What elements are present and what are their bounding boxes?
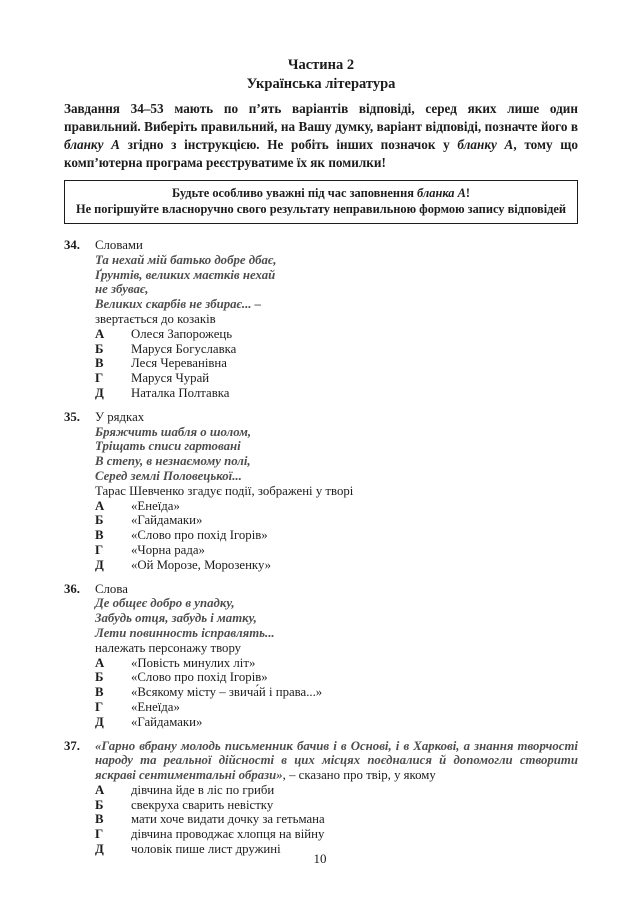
verse-line: В степу, в незнаємому полі, [95,454,251,469]
option-letter: Б [95,670,104,685]
option-row [95,812,578,827]
option-letter: Д [95,842,104,857]
option-row [95,783,578,798]
prose-quote: «Гарно вбрану молодь письменник бачив і в Основі, і в Харкові, а знання творчості народу та реальної дійсності в цих місцях поєдналися й допомогли створити яскраві сентиментальні образи» [95,738,578,783]
blank-a-reference: бланка А [417,186,466,200]
instructions-text: згідно з інструкцією. Не робіть інших позначок у [119,137,458,152]
option-row [95,513,578,528]
question-34 [64,238,578,401]
question-tail: належать персонажу твору [95,640,242,655]
option-row [95,386,578,401]
part-title: Частина 2 [287,57,355,73]
question-lead: У рядках [95,409,145,424]
question-35 [64,410,578,573]
option-text: «Повість минулих літ» [131,655,256,670]
option-letter: Б [95,513,104,528]
question-lead-tail: , – сказано про твір, у якому [282,768,436,783]
option-letter: А [95,782,105,797]
verse-quote [95,253,578,312]
verse-line: Та нехай мій батько добре дбає, [95,252,277,267]
option-letter: Д [95,557,104,572]
warning-line-2: Не погіршуйте власноручно свого результату неправильною формою запису відповідей [75,201,567,216]
question-number: 35. [64,409,80,424]
option-text: «Гайдамаки» [131,714,203,729]
option-row [95,715,578,730]
option-text: Наталка Полтавка [131,385,230,400]
option-text: «Чорна рада» [131,542,205,557]
option-row [95,798,578,813]
option-text: «Гайдамаки» [131,513,203,528]
option-row [95,670,578,685]
option-letter: Д [95,714,104,729]
option-letter: А [95,326,105,341]
verse-line: Де общеє добро в упадку, [95,596,235,611]
verse-line: Бряжчить шабля о шолом, [95,424,252,439]
question-number: 36. [64,581,80,596]
option-letter: Г [95,699,104,714]
verse-line: Ґрунтів, великих маєтків нехай [95,267,276,282]
verse-line: не збуває, [95,282,149,297]
question-number: 37. [64,738,80,753]
question-number: 34. [64,238,80,252]
option-row [95,700,578,715]
option-letter: В [95,528,104,543]
warning-text: ! [465,186,470,200]
option-letter: Д [95,385,104,400]
option-text: Олеся Запорожець [131,326,233,341]
option-letter: Б [95,797,104,812]
option-letter: А [95,498,105,513]
option-text: «Енеїда» [131,699,180,714]
option-text: «Слово про похід Ігорів» [131,670,268,685]
blank-a-reference: бланку А [457,137,514,152]
question-lead [95,739,578,783]
warning-text: Будьте особливо уважні під час заповнення [172,186,418,200]
option-letter: А [95,655,105,670]
question-tail: Тарас Шевченко згадує події, зображені у творі [95,483,354,498]
instructions-text: , тому що комп’ютерна програма реєструватиме їх як помилки! [64,137,578,170]
option-row [95,371,578,386]
option-text: «Всякому місту – звича́й і права...» [131,685,323,700]
option-row [95,327,578,342]
option-row [95,558,578,573]
verse-quote [95,596,578,640]
blank-a-reference: бланку А [64,137,120,152]
warning-box [64,180,578,224]
option-text: «Слово про похід Ігорів» [131,528,268,543]
option-text: Леся Череванівна [131,356,227,371]
option-letter: В [95,356,104,371]
option-row [95,656,578,671]
verse-line: Тріщать списи гартовані [95,439,241,454]
question-lead: Словами [95,238,143,252]
question-lead: Слова [95,581,128,596]
option-row [95,685,578,700]
verse-line: Серед землі Половецької... [95,468,242,483]
questions-list [64,238,578,857]
option-row [95,827,578,842]
option-text: дівчина йде в ліс по гриби [131,782,275,797]
question-36 [64,582,578,730]
option-letter: Г [95,827,104,842]
option-letter: В [95,812,104,827]
subject-title: Українська література [246,76,396,92]
option-text: Маруся Чурай [131,371,210,386]
option-letter: В [95,685,104,700]
verse-line: Лети повинность ісправлять... [95,625,275,640]
option-row [95,356,578,371]
option-letter: Г [95,542,104,557]
warning-line-1 [71,186,571,202]
option-text: мати хоче видати дочку за гетьмана [131,812,325,827]
option-text: Маруся Богуславка [131,341,237,356]
option-letter: Г [95,371,104,386]
option-row [95,543,578,558]
page-content [64,56,578,866]
option-text: свекруха сварить невістку [131,797,274,812]
question-37 [64,739,578,857]
option-text: «Енеїда» [131,498,180,513]
question-tail: звертається до козаків [95,311,216,326]
option-text: чоловік пише лист дружині [131,842,281,857]
instructions-text: Завдання 34–53 мають по п’ять варіантів відповіді, серед яких лише один правильний. Виберіть правильний, на Вашу думку, варіант відповіді, позначте його в [64,101,578,134]
option-letter: Б [95,341,104,356]
verse-line: Забудь отця, забудь і матку, [95,611,257,626]
verse-quote [95,425,578,484]
page-number: 10 [313,851,327,866]
option-text: дівчина проводжає хлопця на війну [131,827,325,842]
option-text: «Ой Морозе, Морозенку» [131,557,272,572]
option-row [95,528,578,543]
option-row [95,499,578,514]
instructions-paragraph [64,100,578,172]
verse-line: Великих скарбів не збирає... – [95,297,262,312]
option-row [95,342,578,357]
